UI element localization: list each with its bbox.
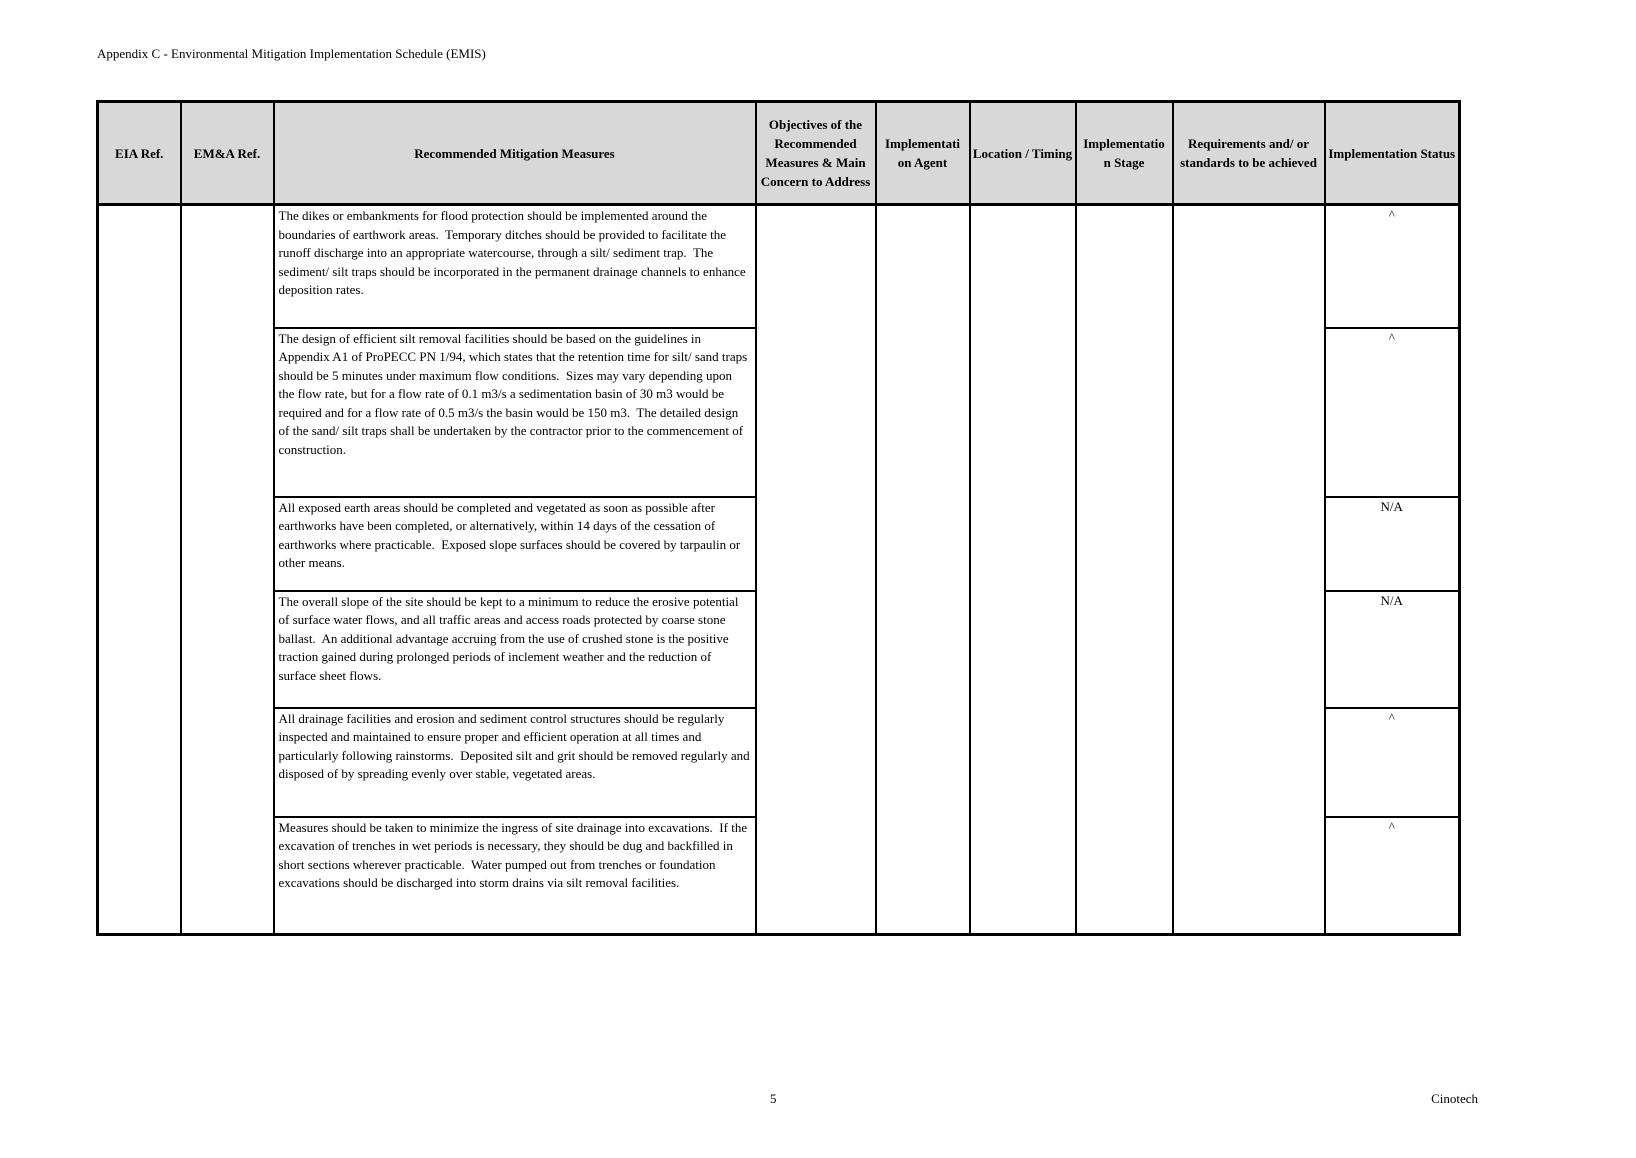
cell-status: N/A: [1325, 591, 1460, 708]
cell-stage-empty: [1076, 205, 1173, 935]
cell-status: ^: [1325, 817, 1460, 935]
cell-eia-ref-empty: [98, 205, 181, 935]
cell-objectives-empty: [756, 205, 876, 935]
col-header-stage-line1: Implementatio: [1083, 136, 1165, 151]
col-header-agent-line1: Implementati: [884, 136, 961, 151]
cell-status: ^: [1325, 205, 1460, 328]
col-header-requirements: Requirements and/ or standards to be achieved: [1173, 102, 1325, 205]
cell-requirements-empty: [1173, 205, 1325, 935]
cell-measure: The design of efficient silt removal facilities should be based on the guidelines in Appendix A1 of ProPECC PN 1/94, which states that the retention time for silt/ sand traps should be 5 minutes under maximum flow conditions. Sizes may vary depending upon the flow rate, but for a flow rate of 0.1 m3/s a sedimentation basin of 30 m3 would be required and for a flow rate of 0.5 m3/s the basin would be 150 m3. The detailed design of the sand/ silt traps shall be undertaken by the contractor prior to the commencement of construction.: [274, 328, 756, 497]
table-row: [98, 205, 1460, 328]
emis-table: [96, 100, 1461, 936]
col-header-location: Location / Timing: [970, 102, 1076, 205]
col-header-status: Implementation Status: [1325, 102, 1460, 205]
cell-status: ^: [1325, 708, 1460, 817]
cell-agent-empty: [876, 205, 970, 935]
col-header-agent-line2: on Agent: [897, 155, 948, 170]
appendix-title: Appendix C - Environmental Mitigation Implementation Schedule (EMIS): [97, 46, 486, 61]
col-header-measures: Recommended Mitigation Measures: [274, 102, 756, 205]
cell-measure: The overall slope of the site should be kept to a minimum to reduce the erosive potential of surface water flows, and all traffic areas and access roads protected by coarse stone ballast. An additional advantage accruing from the use of crushed stone is the positive traction gained during prolonged periods of inclement weather and the reduction of surface sheet flows.: [274, 591, 756, 708]
col-header-objectives: Objectives of the Recommended Measures & Main Concern to Address: [756, 102, 876, 205]
cell-measure: All drainage facilities and erosion and sediment control structures should be regularly inspected and maintained to ensure proper and efficient operation at all times and particularly following rainstorms. Deposited silt and grit should be removed regularly and disposed of by spreading evenly over stable, vegetated areas.: [274, 708, 756, 817]
cell-status: ^: [1325, 328, 1460, 497]
col-header-agent: [876, 102, 970, 205]
col-header-stage: [1076, 102, 1173, 205]
page-number: 5: [770, 1091, 777, 1106]
cell-location-empty: [970, 205, 1076, 935]
col-header-stage-line2: n Stage: [1103, 155, 1145, 170]
cell-measure: All exposed earth areas should be completed and vegetated as soon as possible after earthworks have been completed, or alternatively, within 14 days of the cessation of earthworks where practicable. Exposed slope surfaces should be covered by tarpaulin or other means.: [274, 497, 756, 591]
cell-ema-ref-empty: [181, 205, 274, 935]
header-row: [98, 102, 1460, 205]
col-header-eia-ref: EIA Ref.: [98, 102, 181, 205]
cell-measure: The dikes or embankments for flood protection should be implemented around the boundaries of earthwork areas. Temporary ditches should be provided to facilitate the runoff discharge into an appropriate watercourse, through a silt/ sediment trap. The sediment/ silt traps should be incorporated in the permanent drainage channels to enhance deposition rates.: [274, 205, 756, 328]
col-header-ema-ref: EM&A Ref.: [181, 102, 274, 205]
cell-status: N/A: [1325, 497, 1460, 591]
cell-measure: Measures should be taken to minimize the ingress of site drainage into excavations. If the excavation of trenches in wet periods is necessary, they should be dug and backfilled in short sections wherever practicable. Water pumped out from trenches or foundation excavations should be discharged into storm drains via silt removal facilities.: [274, 817, 756, 935]
footer-company: Cinotech: [1431, 1091, 1478, 1106]
